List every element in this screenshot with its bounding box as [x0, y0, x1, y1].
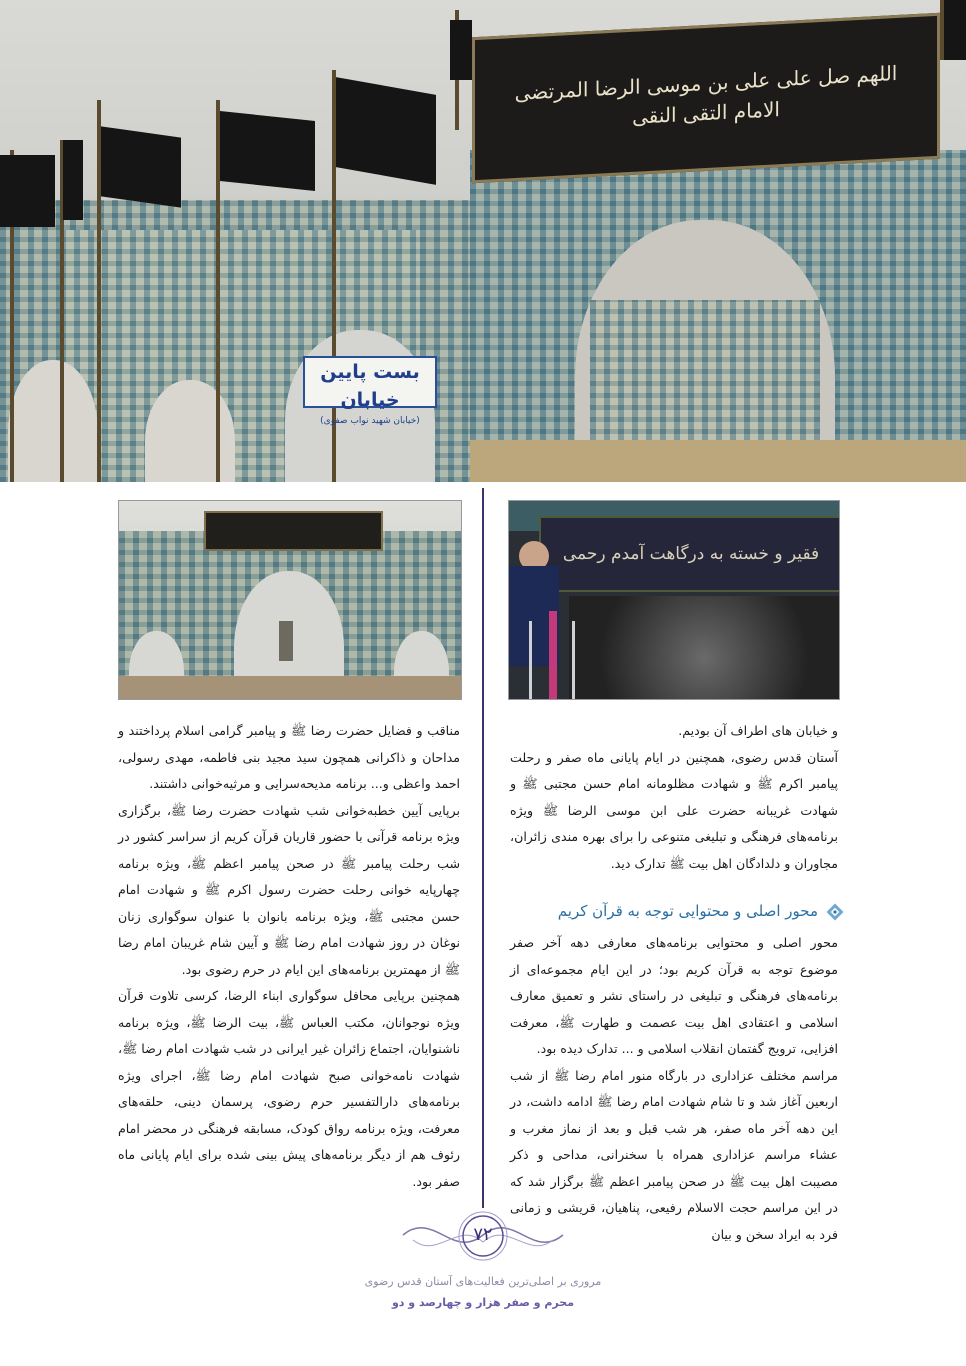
left-paragraph-1: مناقب و فضایل حضرت رضا ﷺ و پیامبر گرامی اسلام پرداختند و مداحان و ذاکرانی همچون سید مجید بنی فاطمه، مهدی رسولی، احمد واعظی و... برنامه مدیحه‌سرایی و مرثیه‌خوانی داشتند.	[118, 723, 460, 791]
banner-hanging-photo	[508, 500, 840, 700]
footer-line-2: محرم و صفر هزار و چهارصد و دو	[391, 1296, 575, 1309]
hero-banner	[472, 13, 940, 184]
heading-ornament-icon	[825, 902, 845, 922]
street-sign	[303, 356, 437, 426]
right-paragraph-1: و خیابان های اطراف آن بودیم.	[678, 723, 838, 738]
right-paragraph-4: مراسم مختلف عزاداری در بارگاه منور امام رضا ﷺ از شب اربعین آغاز شد و تا شام شهادت امام رضا ﷺ ادامه داشت، در این دهه آخر ماه صفر، هر شب قبل و بعد از نماز مغرب و عشاء مراسم عزاداری همراه با سخنرانی، مداحی و ذکر مصیبت اهل بیت ﷺ در صحن پیامبر اعظم ﷺ برگزار شد که در این مراسم حجت الاسلام رفیعی، پناهیان، قریشی و زمانی فرد به ایراد سخن و بیان	[510, 1067, 838, 1242]
right-column	[510, 718, 838, 877]
street-sign-subtitle: (خیابان شهید نواب صفوی)	[320, 416, 420, 426]
section-heading: محور اصلی و محتوایی توجه به قرآن کریم	[557, 902, 818, 920]
left-paragraph-2: برپایی آیین خطبه‌خوانی شب شهادت حضرت رضا ﷺ، برگزاری ویژه برنامه قرآنی با حضور قاریان قرآن کریم از سراسر کشور در شب رحلت پیامبر ﷺ در صحن پیامبر اعظم ﷺ، ویژه برنامه چهارپایه خوانی رحلت حضرت رسول اکرم ﷺ و شهادت امام حسن مجتبی ﷺ، ویژه برنامه بانوان با عنوان سوگواری زنان نوغان در روز شهادت امام رضا ﷺ و آیین شام غریبان امام رضا ﷺ از مهمترین برنامه‌های این ایام در حرم رضوی بود.	[118, 802, 460, 977]
photo-banner-text: فقیر و خسته به درگاهت آمدم رحمی	[562, 544, 820, 564]
hero-photo	[0, 0, 966, 482]
left-column	[118, 718, 460, 1195]
street-sign-title: بست پایین خیابان	[320, 361, 420, 411]
gate-photo	[118, 500, 462, 700]
hero-banner-text: اللهم صل علی علی بن موسی الرضا المرتضی الامام التقی النقی	[514, 60, 898, 129]
footer-line-1: مروری بر اصلی‌ترین فعالیت‌های آستان قدس رضوی	[364, 1275, 602, 1288]
left-paragraph-3: همچنین برپایی محافل سوگواری ابناء الرضا، کرسی تلاوت قرآن ویژه نوجوانان، مکتب العباس ﷺ، بیت الرضا ﷺ، ویژه برنامه ناشنوایان، اجتماع زائران غیر ایرانی در شب شهادت امام رضا ﷺ، شهادت نامه‌خوانی صبح شهادت امام رضا ﷺ، اجرای ویژه برنامه‌های دارالتفسیر حرم رضوی، پرسمان دینی، حلقه‌های معرفت، ویژه برنامه رواق کودک، مسابقه فرهنگی در محضر امام رئوف هم از دیگر برنامه‌های پیش بینی شده برای ایام پایانی ماه صفر بود.	[118, 988, 460, 1189]
page-number: ۷۲	[473, 1224, 493, 1245]
column-divider	[482, 488, 484, 1208]
right-paragraph-3: محور اصلی و محتوایی برنامه‌های معارفی دهه آخر صفر موضوع توجه به قرآن کریم بود؛ در این ایام مجموعه‌ای از برنامه‌های فرهنگی و تبلیغی در راستای نشر و تعمیق معارف اسلامی و اعتقادی اهل بیت عصمت و طهارت ﷺ، معرفت افزایی، ترویج گفتمان انقلاب اسلامی و ... تدارک دیده بود.	[510, 935, 838, 1056]
right-paragraph-2: آستان قدس رضوی، همچنین در ایام پایانی ماه صفر و رحلت پیامبر اکرم ﷺ و شهادت مظلومانه امام حسن مجتبی ﷺ و شهادت غریبانه حضرت علی ابن موسی الرضا ﷺ ویژه برنامه‌های فرهنگی و تبلیغی متنوعی را برای بهره مندی زائران، مجاوران و دلدادگان اهل بیت ﷺ تدارک دید.	[510, 749, 838, 871]
